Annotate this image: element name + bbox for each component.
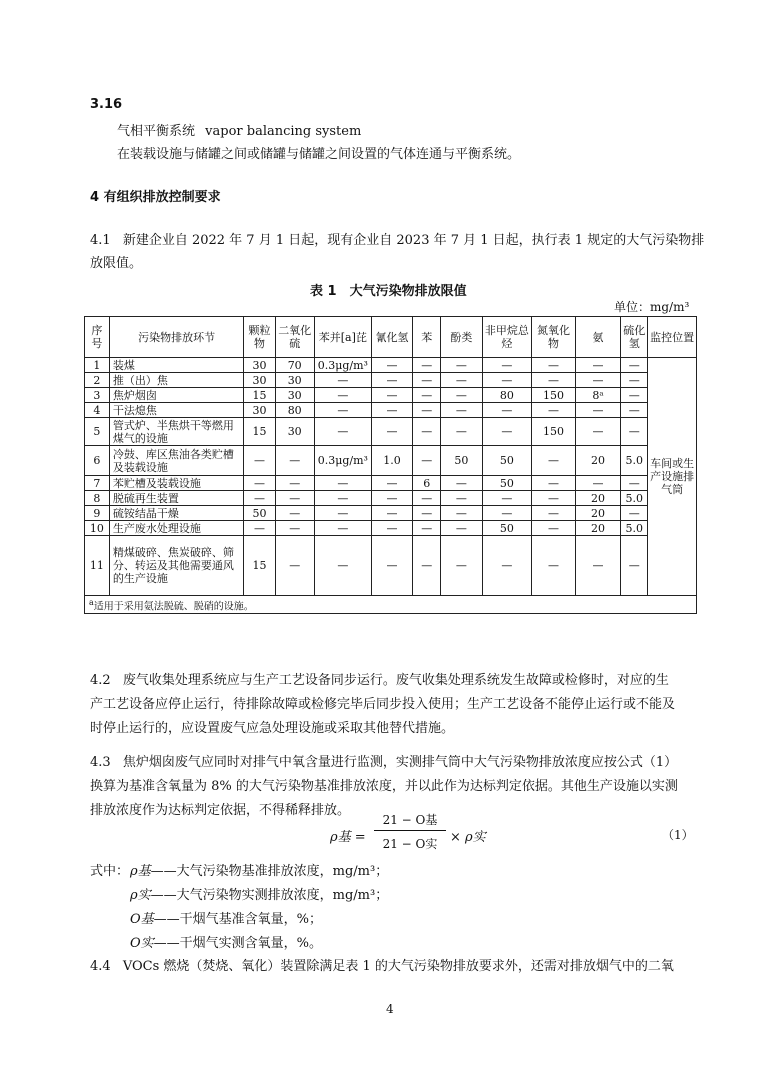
limit-value: —: [314, 491, 371, 506]
row-number: 3: [85, 388, 110, 403]
emission-limits-table: [84, 316, 697, 614]
limit-value: —: [621, 536, 648, 596]
limit-value: 50: [482, 521, 532, 536]
limit-value: —: [441, 373, 482, 388]
limit-value: —: [575, 418, 621, 446]
table-row: [85, 506, 697, 521]
table-header-row: [85, 317, 697, 358]
limit-value: 50: [482, 476, 532, 491]
limit-value: —: [275, 521, 314, 536]
limit-value: —: [621, 418, 648, 446]
limit-value: —: [532, 373, 575, 388]
limit-value: —: [441, 521, 482, 536]
limit-value: —: [441, 403, 482, 418]
limit-value: —: [532, 521, 575, 536]
limit-value: —: [575, 358, 621, 373]
limit-value: —: [275, 476, 314, 491]
emission-source: 苯贮槽及装载设施: [109, 476, 244, 491]
limit-value: 20: [575, 491, 621, 506]
row-number: 2: [85, 373, 110, 388]
col-header: 苯并[a]芘: [314, 317, 371, 358]
para-text: VOCs 燃烧（焚烧、氧化）装置除满足表 1 的大气污染物排放要求外，还需对排放烟气中的二氧: [122, 959, 674, 974]
emission-source: 生产废水处理设施: [109, 521, 244, 536]
emission-source: 装煤: [109, 358, 244, 373]
limit-value: —: [441, 476, 482, 491]
limit-value: —: [532, 536, 575, 596]
limit-value: 50: [244, 506, 275, 521]
term-cn: 气相平衡系统: [117, 124, 196, 139]
limit-value: —: [371, 388, 412, 403]
col-header: 氮氧化物: [532, 317, 575, 358]
limit-value: 30: [275, 418, 314, 446]
row-number: 7: [85, 476, 110, 491]
term-en: vapor balancing system: [205, 124, 362, 139]
limit-value: —: [314, 388, 371, 403]
formula-denominator: 21 − O实: [382, 837, 438, 851]
para-4-3-line3: 排放浓度作为达标判定依据，不得稀释排放。: [90, 803, 351, 818]
emission-source: 精煤破碎、焦炭破碎、筛分、转运及其他需要通风的生产设施: [109, 536, 244, 596]
row-number: 9: [85, 506, 110, 521]
limit-value: —: [413, 358, 441, 373]
col-header: 苯: [413, 317, 441, 358]
symbol-desc: ——大气污染物基准排放浓度，mg/m³；: [150, 864, 389, 879]
formula-lhs: ρ基 =: [330, 830, 366, 845]
table-row: [85, 446, 697, 476]
emission-source: 焦炉烟囱: [109, 388, 244, 403]
limit-value: —: [413, 403, 441, 418]
limit-value: 30: [244, 358, 275, 373]
limit-value: —: [244, 476, 275, 491]
emission-source: 干法熄焦: [109, 403, 244, 418]
emission-source: 硫铵结晶干燥: [109, 506, 244, 521]
col-header: 硫化氢: [621, 317, 648, 358]
limit-value: 50: [482, 446, 532, 476]
emission-source: 冷鼓、库区焦油各类贮槽及装载设施: [109, 446, 244, 476]
limit-value: —: [314, 403, 371, 418]
col-header: 氨: [575, 317, 621, 358]
where-intro: 式中：: [90, 864, 130, 879]
symbol: O实: [130, 936, 154, 951]
limit-value: 5.0: [621, 446, 648, 476]
limit-value: 15: [244, 418, 275, 446]
limit-value: —: [532, 491, 575, 506]
limit-value: 20: [575, 506, 621, 521]
row-number: 1: [85, 358, 110, 373]
row-number: 11: [85, 536, 110, 596]
limit-value: —: [275, 506, 314, 521]
symbol: ρ基: [130, 864, 151, 879]
limit-value: —: [621, 358, 648, 373]
table-row: [85, 491, 697, 506]
section-number: 3.16: [90, 97, 123, 112]
table-unit: 单位：mg/m³: [614, 300, 690, 314]
limit-value: —: [314, 506, 371, 521]
limit-value: —: [314, 536, 371, 596]
limit-value: —: [482, 506, 532, 521]
limit-value: 15: [244, 536, 275, 596]
row-number: 4: [85, 403, 110, 418]
limit-value: —: [621, 403, 648, 418]
symbol: ρ实: [130, 888, 151, 903]
col-header: 监控位置: [648, 317, 697, 358]
table-footnote: [85, 596, 697, 614]
emission-source: 管式炉、半焦烘干等燃用煤气的设施: [109, 418, 244, 446]
limit-value: —: [621, 373, 648, 388]
limit-value: 0.3μg/m³: [314, 446, 371, 476]
emission-source: 推（出）焦: [109, 373, 244, 388]
limit-value: 15: [244, 388, 275, 403]
limit-value: 80: [482, 388, 532, 403]
table-title: 表 1 大气污染物排放限值: [310, 284, 467, 299]
limit-value: —: [441, 358, 482, 373]
limit-value: 150: [532, 418, 575, 446]
where-item: [130, 908, 322, 927]
limit-value: 150: [532, 388, 575, 403]
limit-value: —: [621, 476, 648, 491]
limit-value: —: [413, 418, 441, 446]
limit-value: —: [575, 476, 621, 491]
limit-value: 80: [275, 403, 314, 418]
col-header: 氰化氢: [371, 317, 412, 358]
limit-value: —: [314, 476, 371, 491]
para-text: 新建企业自 2022 年 7 月 1 日起，现有企业自 2023 年 7 月 1 日起，执行表 1 规定的大气污染物排: [122, 233, 705, 248]
symbol-desc: ——大气污染物实测排放浓度，mg/m³；: [150, 888, 389, 903]
where-item: [130, 932, 322, 951]
limit-value: —: [371, 476, 412, 491]
para-text: 废气收集处理系统应与生产工艺设备同步运行。废气收集处理系统发生故障或检修时，对应的生: [122, 673, 669, 688]
limit-value: —: [275, 491, 314, 506]
limit-value: —: [575, 536, 621, 596]
table-row: [85, 373, 697, 388]
para-4-4-line1: [90, 955, 674, 974]
limit-value: —: [371, 403, 412, 418]
limit-value: —: [413, 446, 441, 476]
symbol: O基: [130, 912, 154, 927]
limit-value: —: [482, 491, 532, 506]
para-label: 4.4: [90, 959, 111, 974]
para-4-2-line1: [90, 669, 669, 688]
col-header: 颗粒物: [244, 317, 275, 358]
limit-value: —: [244, 491, 275, 506]
para-4-2-line3: 时停止运行的，应设置废气应急处理设施或采取其他替代措施。: [90, 721, 455, 736]
col-header: 非甲烷总烃: [482, 317, 532, 358]
limit-value: 8ᵃ: [575, 388, 621, 403]
limit-value: —: [371, 491, 412, 506]
limit-value: —: [413, 491, 441, 506]
formula-rhs: × ρ实: [450, 830, 486, 845]
limit-value: —: [482, 536, 532, 596]
formula-numerator: 21 − O基: [382, 813, 438, 827]
limit-value: —: [575, 403, 621, 418]
limit-value: 30: [244, 403, 275, 418]
para-4-1-line2: 放限值。: [90, 256, 143, 271]
limit-value: —: [413, 536, 441, 596]
limit-value: —: [244, 521, 275, 536]
col-header: 二氧化硫: [275, 317, 314, 358]
section-heading: 4 有组织排放控制要求: [90, 190, 221, 205]
para-4-1-line1: [90, 229, 704, 248]
limit-value: —: [314, 521, 371, 536]
row-number: 6: [85, 446, 110, 476]
limit-value: —: [482, 403, 532, 418]
footnote-mark: a: [89, 598, 94, 607]
limit-value: —: [532, 403, 575, 418]
limit-value: 20: [575, 446, 621, 476]
limit-value: —: [413, 506, 441, 521]
limit-value: —: [275, 536, 314, 596]
symbol-desc: ——干烟气基准含氧量，%；: [153, 912, 323, 927]
limit-value: 30: [275, 373, 314, 388]
formula-number: （1）: [662, 828, 694, 842]
limit-value: —: [371, 506, 412, 521]
limit-value: 30: [244, 373, 275, 388]
table-row: [85, 358, 697, 373]
limit-value: 30: [275, 388, 314, 403]
limit-value: —: [532, 446, 575, 476]
table-row: [85, 403, 697, 418]
page-number: 4: [386, 1002, 394, 1016]
symbol-desc: ——干烟气实测含氧量，%。: [153, 936, 323, 951]
limit-value: —: [413, 521, 441, 536]
limit-value: —: [244, 446, 275, 476]
para-label: 4.3: [90, 755, 111, 770]
limit-value: —: [532, 476, 575, 491]
where-item: [130, 860, 388, 879]
limit-value: —: [441, 388, 482, 403]
limit-value: —: [413, 388, 441, 403]
table-row: [85, 476, 697, 491]
limit-value: —: [532, 358, 575, 373]
monitor-location: 车间或生产设施排气筒: [648, 358, 697, 596]
where-item: [130, 884, 388, 903]
limit-value: —: [482, 418, 532, 446]
col-header: 酚类: [441, 317, 482, 358]
limit-value: 50: [441, 446, 482, 476]
para-4-3-line2: 换算为基准含氧量为 8% 的大气污染物基准排放浓度，并以此作为达标判定依据。其他生产设施以实测: [90, 779, 678, 794]
limit-value: —: [482, 373, 532, 388]
limit-value: 5.0: [621, 491, 648, 506]
limit-value: 0.3μg/m³: [314, 358, 371, 373]
limit-value: —: [314, 418, 371, 446]
para-4-3-line1: [90, 751, 677, 770]
para-text: 焦炉烟囱废气应同时对排气中氧含量进行监测，实测排气筒中大气污染物排放浓度应按公式（1）: [122, 755, 678, 770]
limit-value: —: [575, 373, 621, 388]
term-definition: 在装载设施与储罐之间或储罐与储罐之间设置的气体连通与平衡系统。: [117, 147, 521, 162]
row-number: 10: [85, 521, 110, 536]
limit-value: —: [275, 446, 314, 476]
limit-value: —: [371, 521, 412, 536]
limit-value: —: [482, 358, 532, 373]
limit-value: —: [532, 506, 575, 521]
col-header: 污染物排放环节: [109, 317, 244, 358]
limit-value: —: [371, 418, 412, 446]
limit-value: —: [621, 388, 648, 403]
term-line: [117, 120, 361, 139]
limit-value: 6: [413, 476, 441, 491]
limit-value: 1.0: [371, 446, 412, 476]
table-footnote-row: [85, 596, 697, 614]
limit-value: 20: [575, 521, 621, 536]
limit-value: 70: [275, 358, 314, 373]
limit-value: —: [371, 536, 412, 596]
limit-value: —: [314, 373, 371, 388]
fraction-bar: [374, 830, 446, 831]
table-row: [85, 521, 697, 536]
footnote-text: 适用于采用氨法脱硫、脱硝的设施。: [93, 601, 254, 613]
para-label: 4.1: [90, 233, 111, 248]
limit-value: —: [621, 506, 648, 521]
limit-value: 5.0: [621, 521, 648, 536]
limit-value: —: [371, 358, 412, 373]
row-number: 8: [85, 491, 110, 506]
row-number: 5: [85, 418, 110, 446]
limit-value: —: [413, 373, 441, 388]
table-row: [85, 536, 697, 596]
emission-source: 脱硫再生装置: [109, 491, 244, 506]
limit-value: —: [441, 418, 482, 446]
para-label: 4.2: [90, 673, 111, 688]
limit-value: —: [441, 506, 482, 521]
limit-value: —: [441, 491, 482, 506]
col-header: 序号: [85, 317, 110, 358]
para-4-2-line2: 产工艺设备应停止运行，待排除故障或检修完毕后同步投入使用；生产工艺设备不能停止运行或不能及: [90, 697, 676, 712]
table-row: [85, 418, 697, 446]
limit-value: —: [441, 536, 482, 596]
table-row: [85, 388, 697, 403]
limit-value: —: [371, 373, 412, 388]
